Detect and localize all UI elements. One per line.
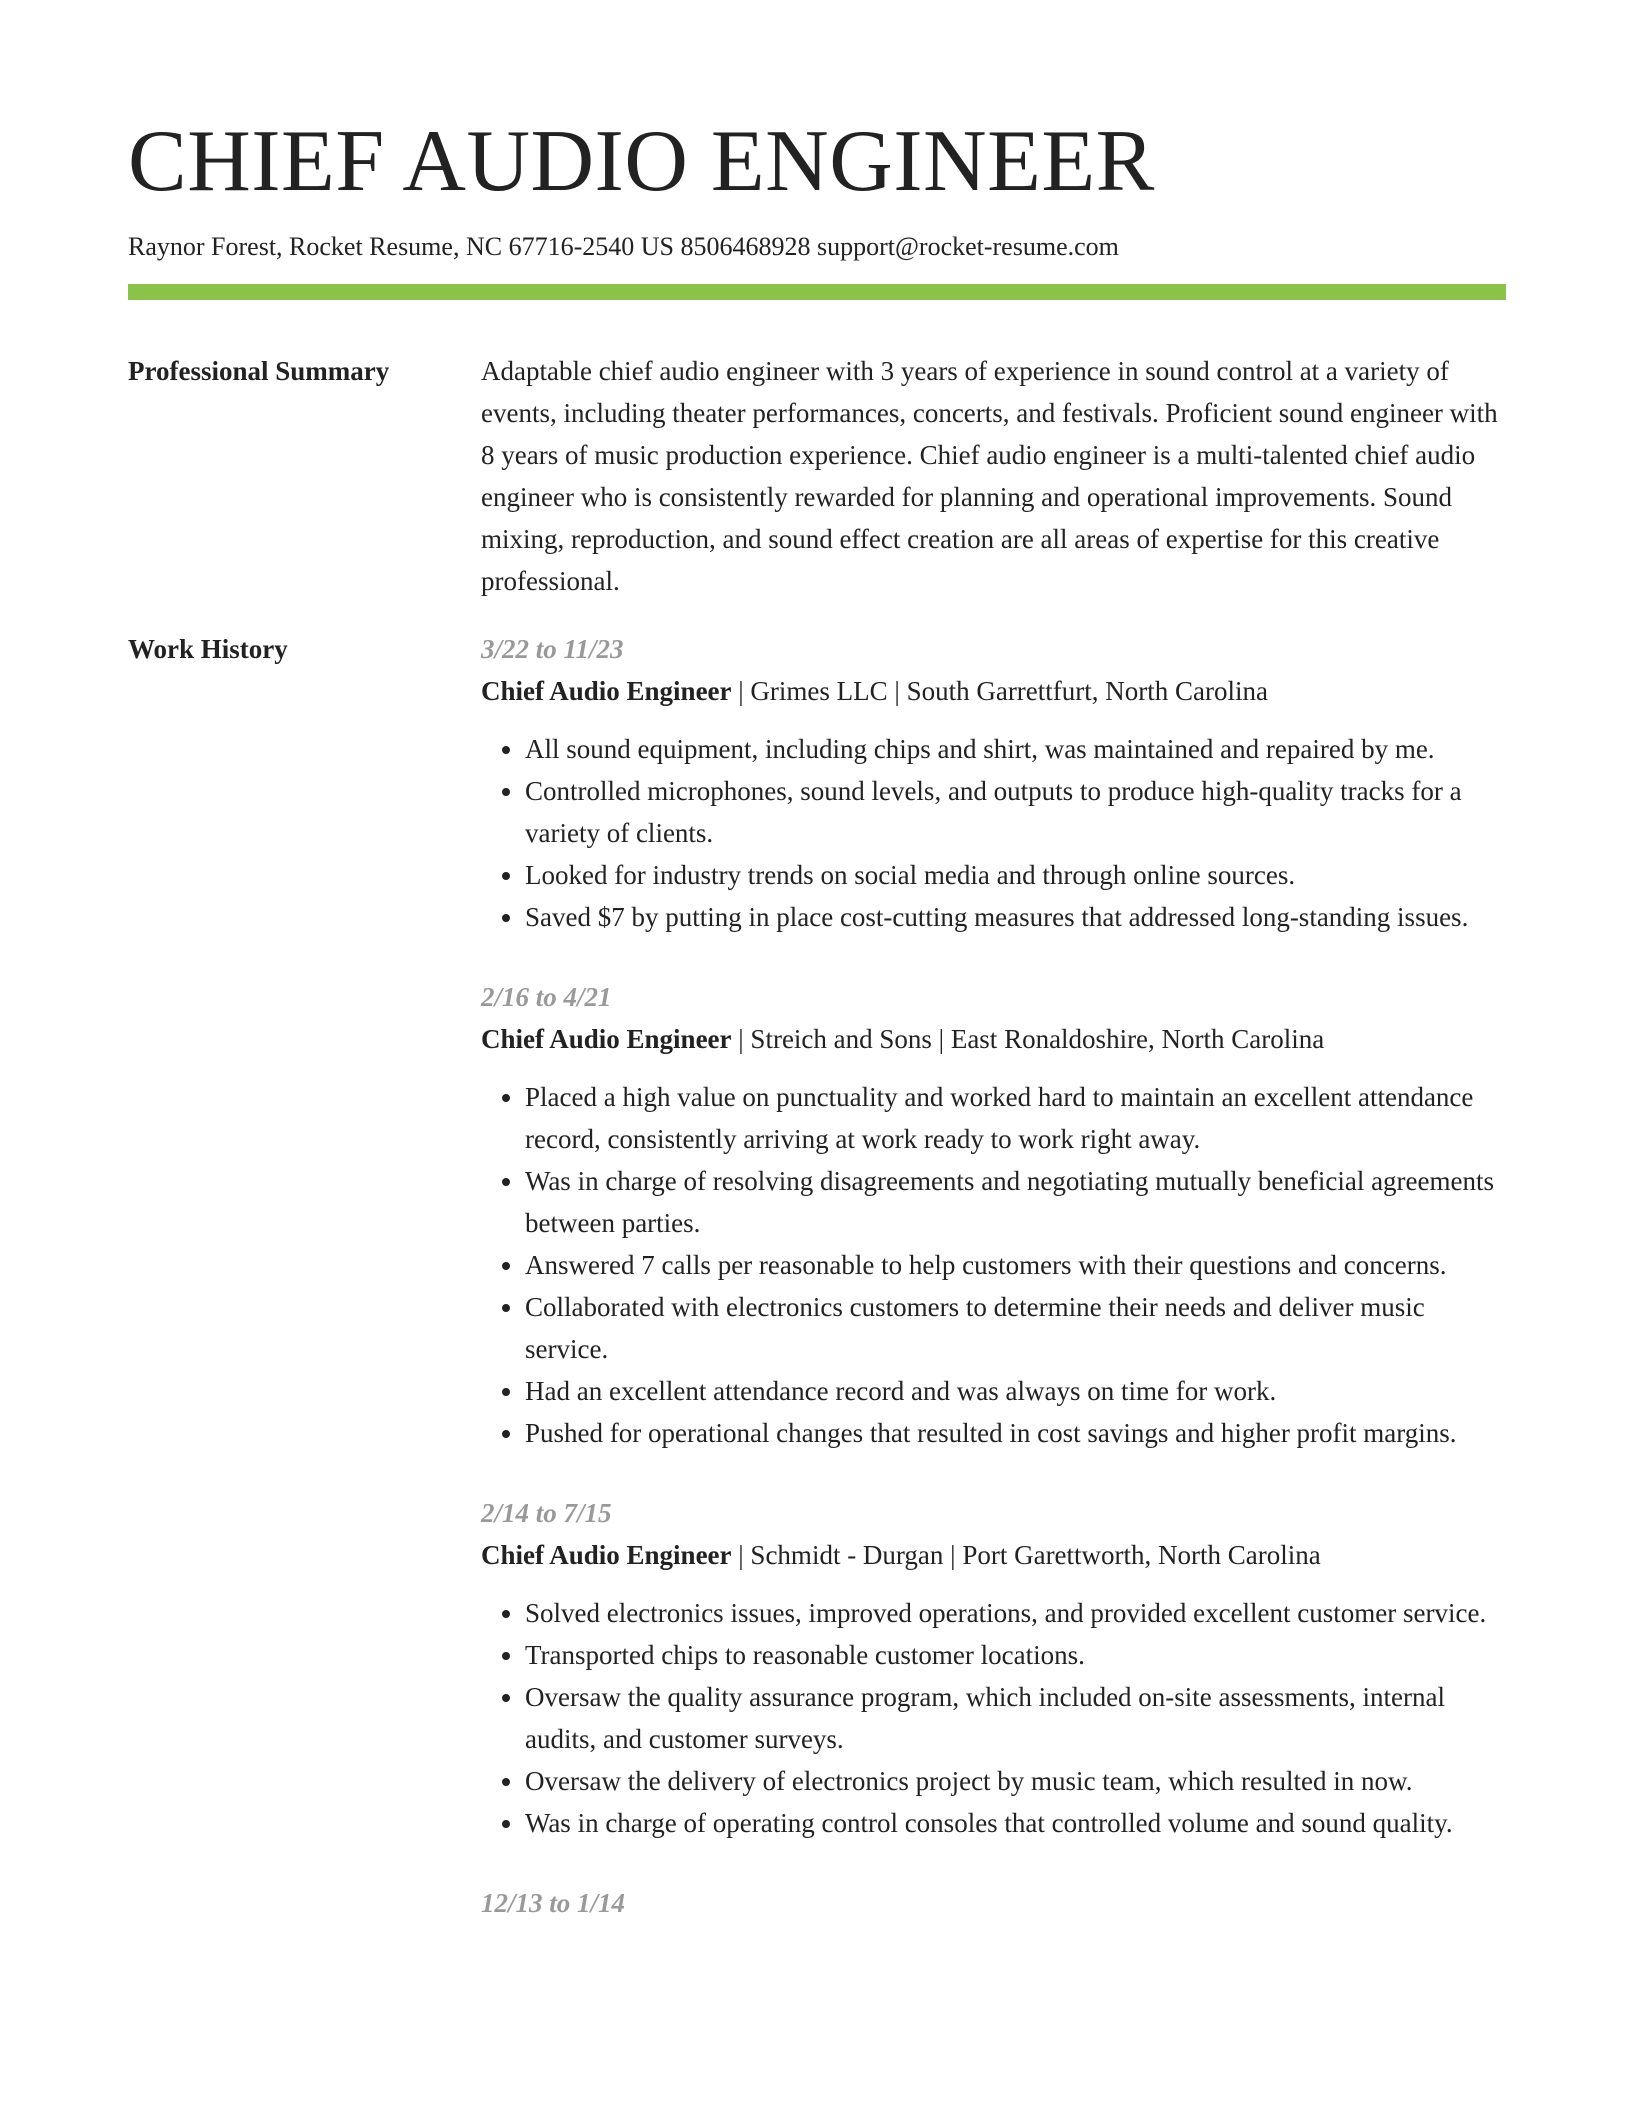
- job-bullet-list: [481, 728, 1506, 938]
- job-dates: 3/22 to 11/23: [481, 633, 624, 664]
- job-dates: 2/14 to 7/15: [481, 1497, 612, 1528]
- job-employer-location: | Grimes LLC | South Garrettfurt, North Carolina: [731, 675, 1268, 706]
- job-employer-location: | Schmidt - Durgan | Port Garettworth, North Carolina: [731, 1539, 1321, 1570]
- job-bullet: • Placed a high value on punctuality and worked hard to maintain an excellent attendance record, consistently arriving at work ready to work right away.: [525, 1076, 1506, 1160]
- job-title-line: [481, 1018, 1506, 1060]
- job-entry: [481, 1492, 1506, 1844]
- job-bullet-list: [481, 1592, 1506, 1844]
- professional-summary-section: [128, 350, 1506, 602]
- job-dates: 12/13 to 1/14: [481, 1887, 626, 1918]
- work-history-section: [128, 628, 1506, 1962]
- job-bullet: • All sound equipment, including chips and shirt, was maintained and repaired by me.: [525, 728, 1506, 770]
- job-title: Chief Audio Engineer: [481, 675, 732, 706]
- job-bullet-list: [481, 1076, 1506, 1454]
- job-bullet: • Collaborated with electronics customers to determine their needs and deliver music service.: [525, 1286, 1506, 1370]
- job-bullet: • Saved $7 by putting in place cost-cutting measures that addressed long-standing issues.: [525, 896, 1506, 938]
- job-title-line: [481, 670, 1506, 712]
- job-bullet: • Oversaw the delivery of electronics project by music team, which resulted in now.: [525, 1760, 1506, 1802]
- summary-body: [481, 350, 1506, 602]
- job-employer-location: | Streich and Sons | East Ronaldoshire, North Carolina: [731, 1023, 1325, 1054]
- job-dates: 2/16 to 4/21: [481, 981, 612, 1012]
- job-bullet: • Answered 7 calls per reasonable to help customers with their questions and concerns.: [525, 1244, 1506, 1286]
- resume-page: [128, 113, 1506, 1962]
- job-entry: [481, 1882, 1506, 1924]
- section-label-summary: Professional Summary: [128, 355, 390, 386]
- job-bullet: • Transported chips to reasonable customer locations.: [525, 1634, 1506, 1676]
- job-bullet: • Solved electronics issues, improved operations, and provided excellent customer service.: [525, 1592, 1506, 1634]
- job-title: Chief Audio Engineer: [481, 1539, 732, 1570]
- summary-text: Adaptable chief audio engineer with 3 years of experience in sound control at a variety of events, including theater performances, concerts, and festivals. Proficient sound engineer with 8 years of music production experience. Chief audio engineer is a multi-talented chief audio engineer who is consistently rewarded for planning and operational improvements. Sound mixing, reproduction, and sound effect creation are all areas of expertise for this creative professional.: [481, 355, 1498, 596]
- job-bullet: • Had an excellent attendance record and was always on time for work.: [525, 1370, 1506, 1412]
- job-title-line: [481, 1534, 1506, 1576]
- section-label-work-history: Work History: [128, 633, 288, 664]
- job-bullet: • Was in charge of operating control consoles that controlled volume and sound quality.: [525, 1802, 1506, 1844]
- job-bullet: • Controlled microphones, sound levels, and outputs to produce high-quality tracks for a variety of clients.: [525, 770, 1506, 854]
- work-history-body: [481, 628, 1506, 1962]
- job-bullet: • Was in charge of resolving disagreements and negotiating mutually beneficial agreements between parties.: [525, 1160, 1506, 1244]
- job-bullet: • Looked for industry trends on social media and through online sources.: [525, 854, 1506, 896]
- resume-title: CHIEF AUDIO ENGINEER: [128, 113, 1155, 210]
- job-entry: [481, 628, 1506, 938]
- job-bullet: • Pushed for operational changes that resulted in cost savings and higher profit margins.: [525, 1412, 1506, 1454]
- job-bullet: • Oversaw the quality assurance program, which included on-site assessments, internal audits, and customer surveys.: [525, 1676, 1506, 1760]
- header-divider: [128, 284, 1506, 300]
- job-entry: [481, 976, 1506, 1454]
- job-title: Chief Audio Engineer: [481, 1023, 732, 1054]
- contact-line: Raynor Forest, Rocket Resume, NC 67716-2540 US 8506468928 support@rocket-resume.com: [128, 232, 1119, 261]
